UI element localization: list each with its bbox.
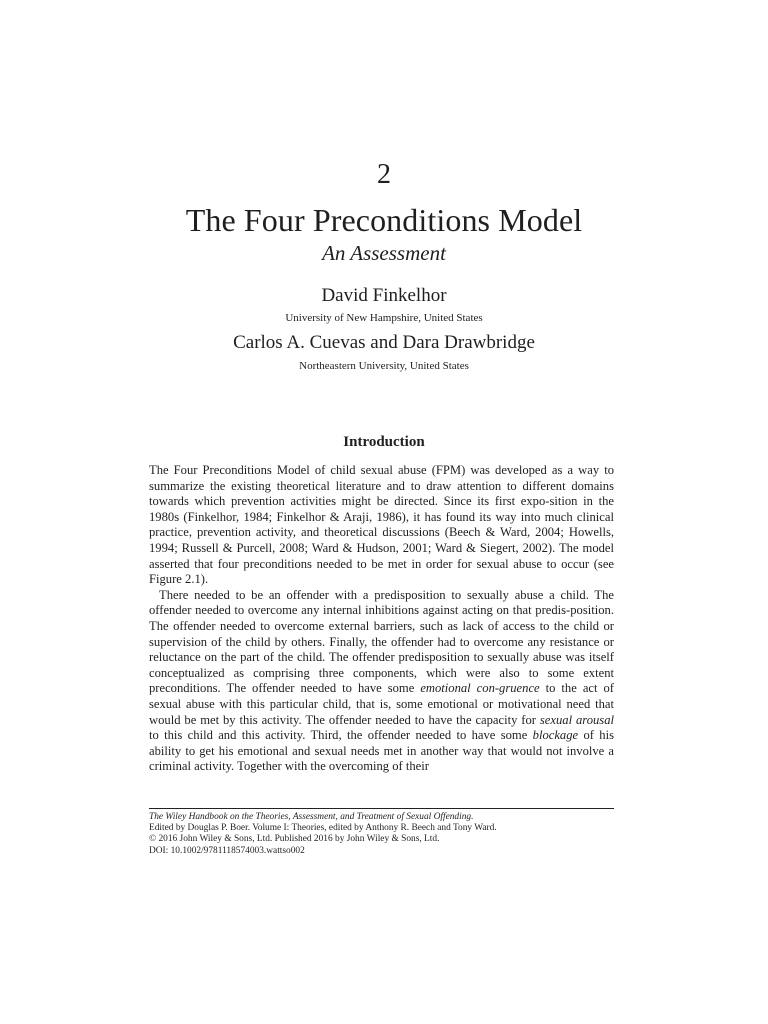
emphasis-blockage: blockage [532, 728, 579, 743]
footnote-divider [149, 808, 614, 809]
footnote-editors: Edited by Douglas P. Boer. Volume I: Theories, edited by Anthony R. Beech and Tony Ward. [149, 823, 497, 834]
paragraph-1: The Four Preconditions Model of child sexual abuse (FPM) was developed as a way to summarize the existing theoretical literature and to draw attention to different domains towards which prevention activities might be directed. Since its first expo-sition in the 1980s (Finkelhor, 1984; Finkelhor & Araji, 1986), it has found its way into much clinical practice, prevention activity, and theoretical discussions (Beech & Ward, 2004; Howells, 1994; Russell & Purcell, 2008; Ward & Hudson, 2001; Ward & Siegert, 2002). The model asserted that four preconditions needed to be met in order for sexual abuse to occur (see Figure 2.1). [149, 463, 614, 587]
emphasis-sexual-arousal: sexual arousal [539, 712, 615, 727]
body-text [149, 463, 614, 775]
footnote-copyright: © 2016 John Wiley & Sons, Ltd. Published 2016 by John Wiley & Sons, Ltd. [149, 834, 440, 845]
chapter-title: The Four Preconditions Model [185, 202, 583, 238]
author-affiliation-secondary: Northeastern University, United States [299, 360, 469, 372]
footnote-block [149, 812, 614, 857]
paragraph-2 [149, 588, 614, 775]
paragraph-2-text-2: to the act of sexual abuse with this particular child, that is, some emotional or motivational need that would be met by this activity. The offender needed to have the capacity for [149, 681, 614, 727]
emphasis-emotional-congruence: emotional con-gruence [420, 681, 540, 696]
footnote-doi: DOI: 10.1002/9781118574003.wattso002 [149, 845, 305, 856]
paragraph-2-text-1: There needed to be an offender with a predisposition to sexually abuse a child. The offender needed to overcome any internal inhibitions against acting on that predis-position. The offender needed to overcome external barriers, such as lack of access to the child or supervision of the child by others. Finally, the offender had to overcome any resistance or reluctance on the part of the child. The offender predisposition to sexually abuse was itself conceptualized as comprising three components, which were also to some extent preconditions. The offender needed to have some [149, 587, 614, 696]
section-heading: Introduction [343, 434, 425, 450]
paragraph-2-text-3: to this child and this activity. Third, the offender needed to have some [149, 728, 533, 743]
author-affiliation-primary: University of New Hampshire, United States [285, 312, 483, 324]
author-name-secondary: Carlos A. Cuevas and Dara Drawbridge [233, 332, 535, 353]
chapter-subtitle: An Assessment [322, 241, 446, 265]
paragraph-2-text-4: of his ability to get his emotional and sexual needs met in another way that would not involve a criminal activity. Together with the overcoming of their [149, 728, 615, 774]
footnote-book-title: The Wiley Handbook on the Theories, Assessment, and Treatment of Sexual Offending. [149, 812, 474, 822]
chapter-number: 2 [377, 159, 391, 190]
author-name-primary: David Finkelhor [321, 285, 447, 306]
